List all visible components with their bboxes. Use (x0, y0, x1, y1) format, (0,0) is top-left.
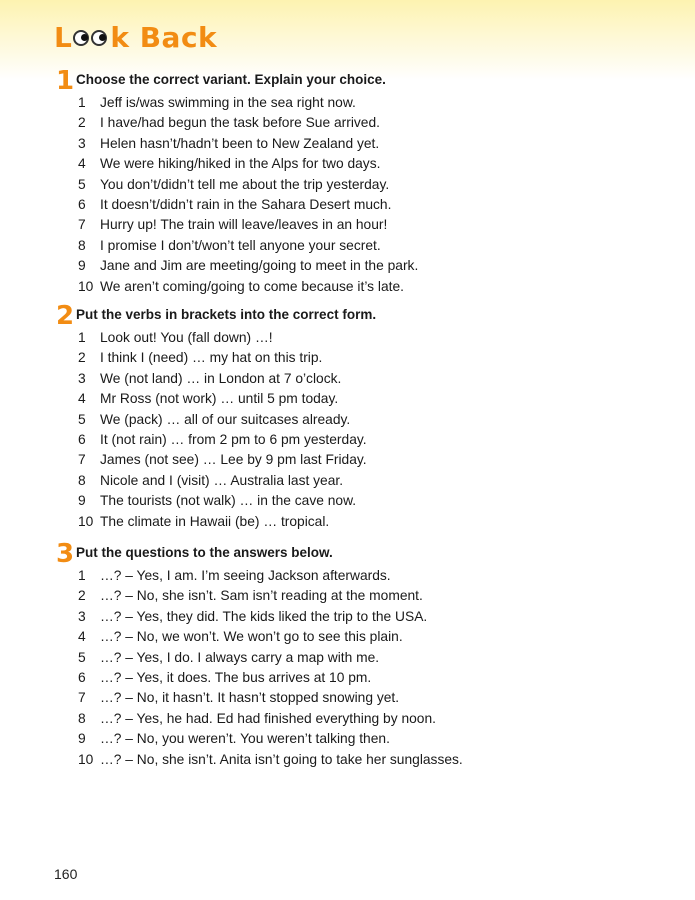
item-text: It doesn’t/didn’t rain in the Sahara Desert much. (100, 196, 392, 212)
exercise-items (78, 566, 463, 770)
item-number: 5 (78, 411, 86, 427)
item-number: 1 (78, 95, 86, 110)
list-item (78, 215, 418, 235)
list-item (78, 410, 367, 430)
item-text: I think I (need) … my hat on this trip. (100, 350, 323, 366)
list-item (78, 369, 367, 389)
item-text: We aren’t coming/going to come because it’s late. (100, 278, 404, 294)
item-number: 9 (78, 493, 86, 509)
item-number: 6 (78, 669, 86, 685)
item-number: 6 (78, 196, 86, 212)
eyes-icon (72, 30, 108, 46)
item-number: 1 (78, 330, 86, 345)
item-text: The tourists (not walk) … in the cave now. (100, 493, 357, 509)
item-number: 1 (78, 568, 86, 583)
item-text: You don’t/didn’t tell me about the trip yesterday. (100, 176, 390, 192)
list-item (78, 430, 367, 450)
item-text: We (pack) … all of our suitcases already. (100, 411, 351, 427)
item-number: 7 (78, 217, 86, 233)
item-text: Nicole and I (visit) … Australia last year. (100, 472, 344, 488)
list-item (78, 688, 463, 708)
title-suffix: k Back (110, 21, 218, 54)
exercise-heading: Put the questions to the answers below. (76, 545, 333, 560)
right-eye-icon (91, 30, 107, 46)
item-number: 3 (78, 608, 86, 624)
list-item (78, 627, 463, 647)
exercise-number: 1 (56, 66, 75, 96)
item-number: 9 (78, 731, 86, 747)
item-number: 10 (78, 513, 94, 529)
item-text: …? – No, we won’t. We won’t go to see this plain. (100, 629, 403, 645)
item-number: 8 (78, 237, 86, 253)
item-text: We (not land) … in London at 7 o’clock. (100, 370, 342, 386)
title-prefix: L (54, 21, 73, 54)
item-number: 4 (78, 156, 86, 172)
item-number: 3 (78, 135, 86, 151)
item-number: 7 (78, 690, 86, 706)
list-item (78, 348, 367, 368)
list-item (78, 195, 418, 215)
page-number: 160 (54, 866, 78, 882)
list-item (78, 607, 463, 627)
list-item (78, 134, 418, 154)
list-item (78, 113, 418, 133)
item-text: …? – Yes, I am. I’m seeing Jackson afterwards. (100, 568, 391, 583)
list-item (78, 277, 418, 297)
item-number: 4 (78, 391, 86, 407)
list-item (78, 236, 418, 256)
item-number: 2 (78, 588, 86, 604)
item-text: Mr Ross (not work) … until 5 pm today. (100, 391, 339, 407)
list-item (78, 491, 367, 511)
item-text: …? – Yes, they did. The kids liked the trip to the USA. (100, 608, 428, 624)
item-number: 10 (78, 751, 94, 767)
item-text: We were hiking/hiked in the Alps for two days. (100, 156, 381, 172)
page-title (54, 21, 218, 54)
item-text: I have/had begun the task before Sue arrived. (100, 115, 380, 131)
item-number: 3 (78, 370, 86, 386)
exercise-heading: Put the verbs in brackets into the correct form. (76, 307, 377, 322)
exercise-items (78, 93, 418, 297)
item-text: It (not rain) … from 2 pm to 6 pm yesterday. (100, 431, 367, 447)
item-text: …? – No, she isn’t. Sam isn’t reading at the moment. (100, 588, 423, 604)
item-text: …? – No, you weren’t. You weren’t talking then. (100, 731, 390, 747)
exercise-heading: Choose the correct variant. Explain your choice. (76, 72, 386, 87)
item-text: Helen hasn’t/hadn’t been to New Zealand yet. (100, 135, 380, 151)
item-text: …? – No, she isn’t. Anita isn’t going to take her sunglasses. (100, 751, 463, 767)
item-text: …? – Yes, it does. The bus arrives at 10 pm. (100, 669, 372, 685)
item-number: 5 (78, 176, 86, 192)
item-text: …? – Yes, he had. Ed had finished everything by noon. (100, 710, 436, 726)
item-text: Look out! You (fall down) …! (100, 330, 273, 345)
list-item (78, 586, 463, 606)
list-item (78, 175, 418, 195)
list-item (78, 471, 367, 491)
list-item (78, 566, 463, 586)
item-text: …? – Yes, I do. I always carry a map with me. (100, 649, 380, 665)
item-number: 7 (78, 452, 86, 468)
item-number: 2 (78, 350, 86, 366)
item-text: Jeff is/was swimming in the sea right now. (100, 95, 356, 110)
list-item (78, 750, 463, 770)
item-text: Jane and Jim are meeting/going to meet in the park. (100, 258, 419, 274)
list-item (78, 729, 463, 749)
item-number: 8 (78, 472, 86, 488)
item-text: The climate in Hawaii (be) … tropical. (100, 513, 330, 529)
exercise-items (78, 328, 367, 532)
item-number: 4 (78, 629, 86, 645)
list-item (78, 256, 418, 276)
item-number: 6 (78, 431, 86, 447)
item-text: …? – No, it hasn’t. It hasn’t stopped snowing yet. (100, 690, 400, 706)
list-item (78, 648, 463, 668)
list-item (78, 668, 463, 688)
list-item (78, 93, 418, 113)
item-number: 10 (78, 278, 94, 294)
item-number: 2 (78, 115, 86, 131)
item-text: I promise I don’t/won’t tell anyone your secret. (100, 237, 381, 253)
list-item (78, 450, 367, 470)
item-number: 9 (78, 258, 86, 274)
item-number: 5 (78, 649, 86, 665)
item-text: Hurry up! The train will leave/leaves in an hour! (100, 217, 388, 233)
exercise-number: 2 (56, 301, 75, 331)
list-item (78, 389, 367, 409)
list-item (78, 154, 418, 174)
item-text: James (not see) … Lee by 9 pm last Friday. (100, 452, 367, 468)
exercise-number: 3 (56, 539, 75, 569)
list-item (78, 328, 367, 348)
list-item (78, 512, 367, 532)
left-eye-icon (73, 30, 89, 46)
list-item (78, 709, 463, 729)
item-number: 8 (78, 710, 86, 726)
